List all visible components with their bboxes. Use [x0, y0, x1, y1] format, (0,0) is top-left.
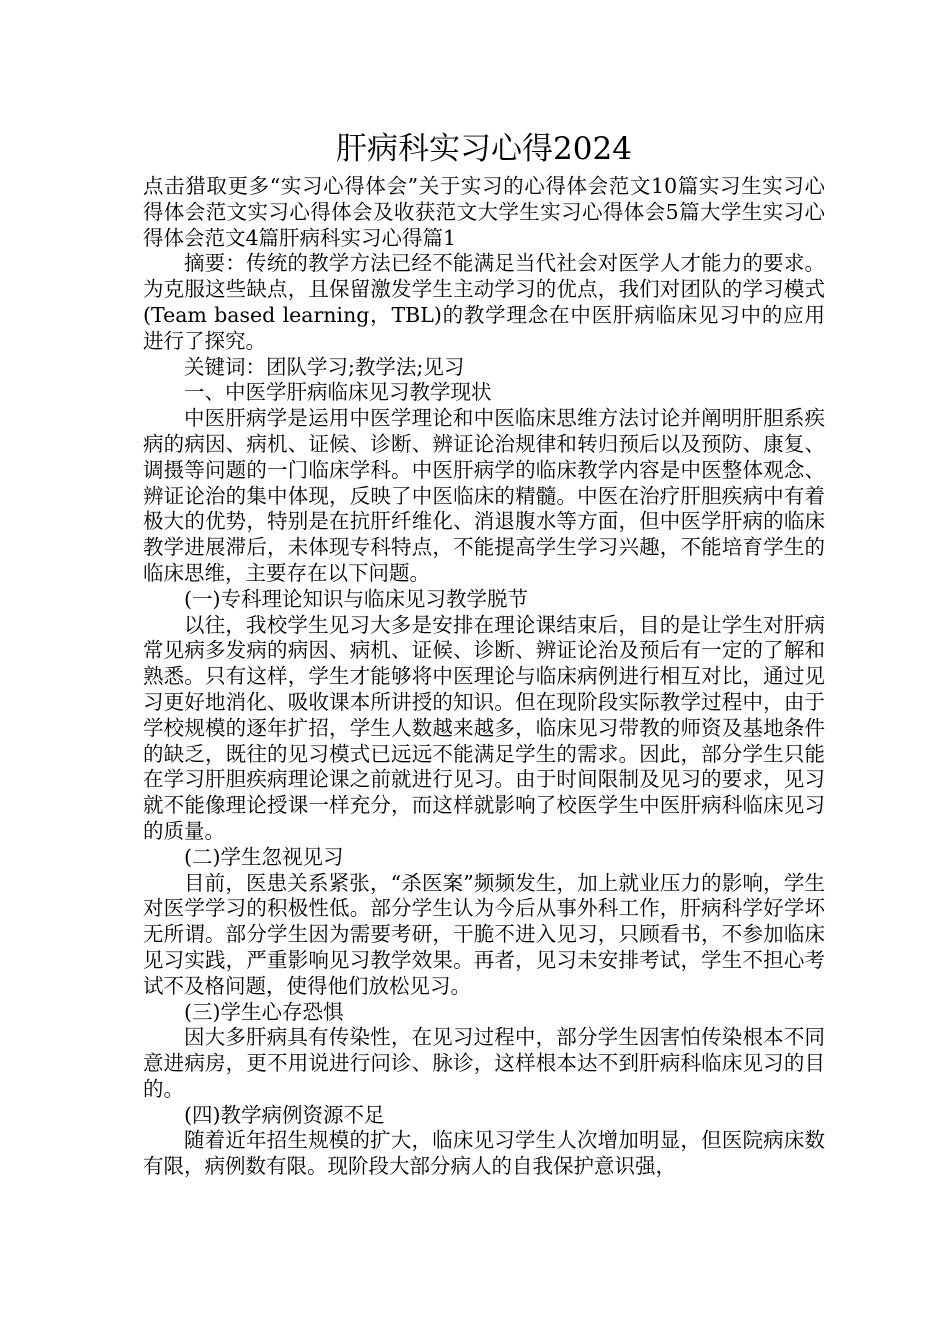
- body-paragraph: 中医肝病学是运用中医学理论和中医临床思维方法讨论并阐明肝胆系疾病的病因、病机、证候、诊断、辨证论治规律和转归预后以及预防、康复、调摄等问题的一门临床学科。中医肝病学的临床教学内容是中医整体观念、辨证论治的集中体现，反映了中医临床的精髓。中医在治疗肝胆疾病中有着极大的优势，特别是在抗肝纤维化、消退腹水等方面，但中医学肝病的临床教学进展滞后，未体现专科特点，不能提高学生学习兴趣，不能培育学生的临床思维，主要存在以下问题。: [143, 406, 825, 585]
- body-paragraph: 因大多肝病具有传染性，在见习过程中，部分学生因害怕传染根本不同意进病房，更不用说进行问诊、脉诊，这样根本达不到肝病科临床见习的目的。: [143, 1025, 825, 1101]
- document-page: [143, 128, 825, 1180]
- intro-paragraph: 点击猎取更多“实习心得体会”关于实习的心得体会范文10篇实习生实习心得体会范文实习心得体会及收获范文大学生实习心得体会5篇大学生实习心得体会范文4篇肝病科实习心得篇1: [143, 174, 825, 250]
- subsection-heading: (三)学生心存恐惧: [184, 999, 344, 1024]
- subsection-heading: (二)学生忽视见习: [184, 844, 344, 869]
- keywords-paragraph: 关键词：团队学习;教学法;见习: [184, 354, 465, 379]
- section-heading: 一、中医学肝病临床见习教学现状: [184, 380, 492, 405]
- subsection-heading: (一)专科理论知识与临床见习教学脱节: [184, 586, 528, 611]
- body-paragraph: 以往，我校学生见习大多是安排在理论课结束后，目的是让学生对肝病常见病多发病的病因、病机、证候、诊断、辨证论治及预后有一定的了解和熟悉。只有这样，学生才能够将中医理论与临床病例进行相互对比，通过见习更好地消化、吸收课本所讲授的知识。但在现阶段实际教学过程中，由于学校规模的逐年扩招，学生人数越来越多，临床见习带教的师资及基地条件的缺乏，既往的见习模式已远远不能满足学生的需求。因此，部分学生只能在学习肝胆疾病理论课之前就进行见习。由于时间限制及见习的要求，见习就不能像理论授课一样充分，而这样就影响了校医学生中医肝病科临床见习的质量。: [143, 612, 825, 843]
- abstract-paragraph: 摘要：传统的教学方法已经不能满足当代社会对医学人才能力的要求。为克服这些缺点，且保留激发学生主动学习的优点，我们对团队的学习模式(Team based learning，TBL)的教学理念在中医肝病临床见习中的应用进行了探究。: [143, 251, 825, 353]
- document-title: 肝病科实习心得2024: [336, 131, 632, 167]
- body-paragraph: 目前，医患关系紧张，“杀医案”频频发生，加上就业压力的影响，学生对医学学习的积极性低。部分学生认为今后从事外科工作，肝病科学好学坏无所谓。部分学生因为需要考研，干脆不进入见习，只顾看书，不参加临床见习实践，严重影响见习教学效果。再者，见习未安排考试，学生不担心考试不及格问题，使得他们放松见习。: [143, 870, 825, 998]
- document-body: [143, 174, 825, 1180]
- subsection-heading: (四)教学病例资源不足: [184, 1102, 385, 1127]
- body-paragraph: 随着近年招生规模的扩大，临床见习学生人次增加明显，但医院病床数有限，病例数有限。现阶段大部分病人的自我保护意识强，: [143, 1128, 825, 1179]
